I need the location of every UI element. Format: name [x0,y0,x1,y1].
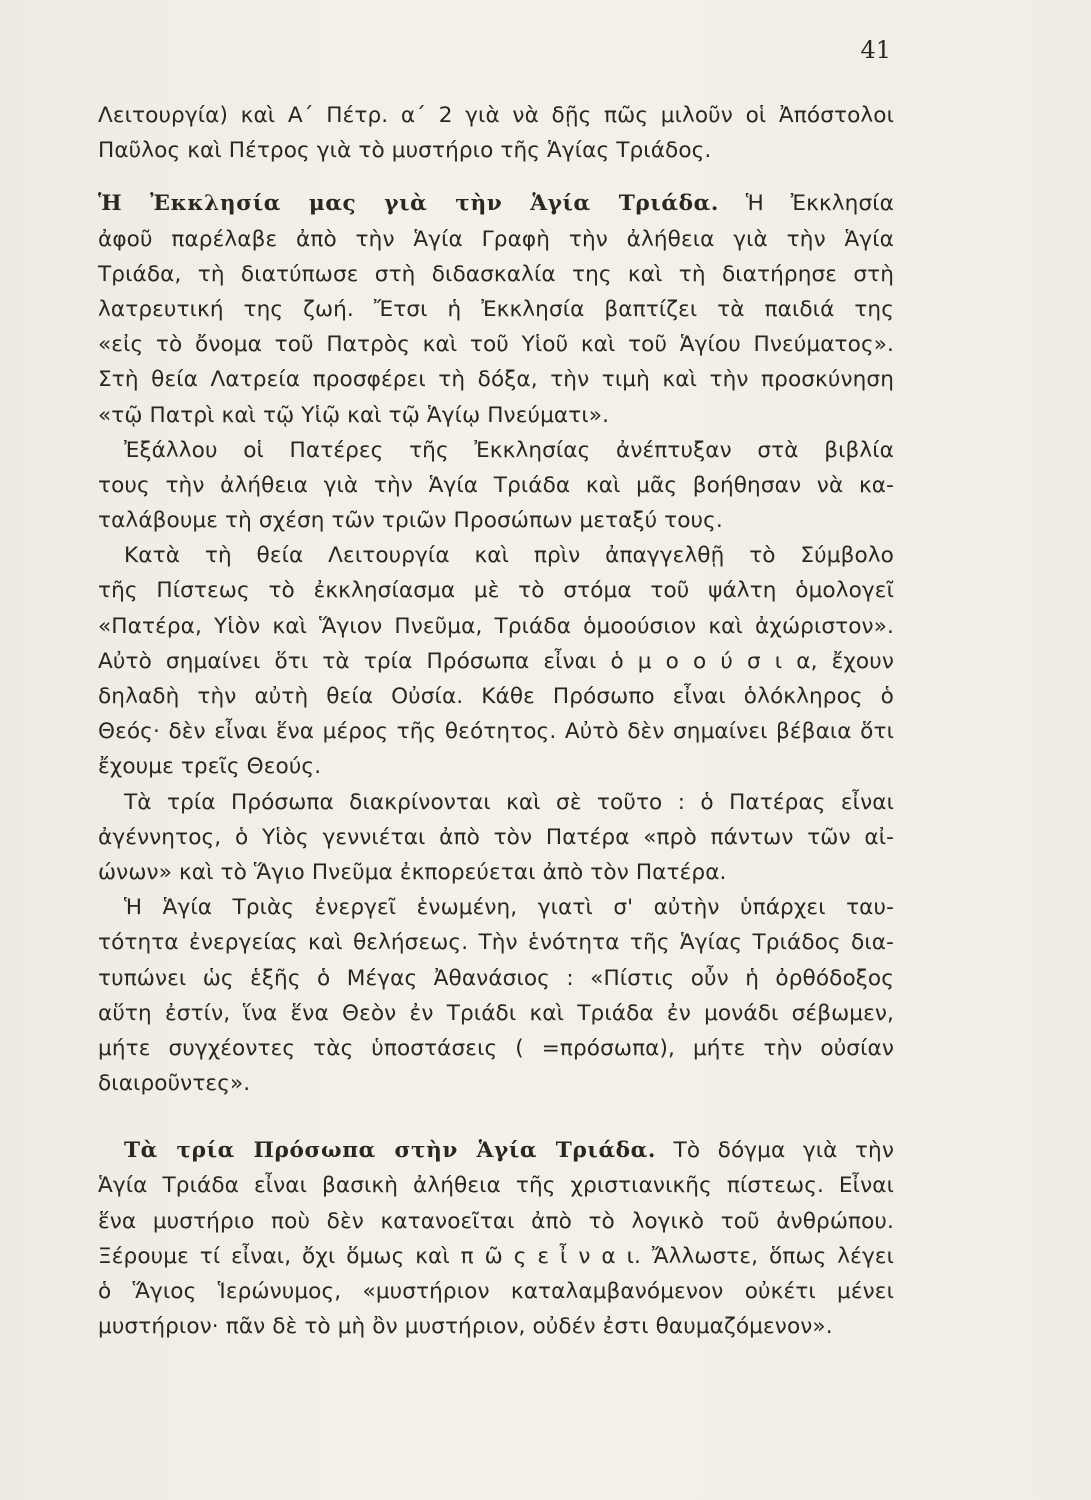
text-line: λατρευτική της ζωή. Ἔτσι ἡ Ἐκκλησία βαπτίζει τὰ παιδιά της [98,296,894,322]
text-line: τους τὴν ἀλήθεια γιὰ τὴν Ἁγία Τριάδα καὶ μᾶς βοήθησαν νὰ κα- [98,472,894,498]
text-line: Ξέρουμε τί εἶναι, ὄχι ὅμως καὶ π ῶ ς ε ἶ ν α ι. Ἄλλωστε, ὅπως λέγει [98,1243,894,1269]
text-line: αὕτη ἐστίν, ἵνα ἕνα Θεὸν ἐν Τριάδι καὶ Τριάδα ἐν μονάδι σέβωμεν, [98,1000,894,1026]
text-line: Παῦλος καὶ Πέτρος γιὰ τὸ μυστήριο τῆς Ἁγίας Τριάδος. [98,138,712,164]
text-line: Στὴ θεία Λατρεία προσφέρει τὴ δόξα, τὴν τιμὴ καὶ τὴν προσκύνηση [98,367,894,393]
section-heading-line [98,186,894,221]
text-line: Κατὰ τὴ θεία Λειτουργία καὶ πρὶν ἀπαγγελθῇ τὸ Σύμβολο [124,543,894,569]
paragraph-liturgy [98,538,894,784]
text-line: «εἰς τὸ ὄνομα τοῦ Πατρὸς καὶ τοῦ Υἱοῦ καὶ τοῦ Ἁγίου Πνεύματος». [98,332,894,358]
text-line: τυπώνει ὡς ἑξῆς ὁ Μέγας Ἀθανάσιος : «Πίστις οὖν ἡ ὀρθόδοξος [98,965,894,991]
section-three-persons [98,1133,894,1344]
text-line: Ἡ Ἁγία Τριὰς ἐνεργεῖ ἑνωμένη, γιατὶ σ' αὐτὴν ὑπάρχει ταυ- [124,895,894,921]
body-text [98,98,894,1344]
text-line: ἀγέννητος, ὁ Υἱὸς γεννιέται ἀπὸ τὸν Πατέρα «πρὸ πάντων τῶν αἰ- [98,824,894,850]
page-number: 41 [860,36,891,64]
text-line: Λειτουργία) καὶ Α΄ Πέτρ. α΄ 2 γιὰ νὰ δῇς πῶς μιλοῦν οἱ Ἀπόστολοι [98,103,894,128]
text-line: διαιροῦντες». [98,1071,251,1097]
text-line: Θεός· δὲν εἶναι ἕνα μέρος τῆς θεότητος. Αὐτὸ δὲν σημαίνει βέβαια ὅτι [98,719,894,745]
paragraph-intro-continuation [98,98,894,168]
text-line: ταλάβουμε τὴ σχέση τῶν τριῶν Προσώπων μεταξύ τους. [98,508,723,534]
text-line: ἀφοῦ παρέλαβε ἀπὸ τὴν Ἁγία Γραφὴ τὴν ἀλήθεια γιὰ τὴν Ἁγία [98,226,894,252]
section-heading: Ἡ Ἐκκλησία μας γιὰ τὴν Ἁγία Τριάδα. [98,191,719,217]
text-line: Τὰ τρία Πρόσωπα διακρίνονται καὶ σὲ τοῦτο : ὁ Πατέρας εἶναι [124,789,894,815]
text-line: ὁ Ἅγιος Ἱερώνυμος, «μυστήριον καταλαμβανόμενον οὐκέτι μένει [98,1279,894,1304]
text-line: Ἁγία Τριάδα εἶναι βασικὴ ἀλήθεια τῆς χριστιανικῆς πίστεως. Εἶναι [98,1173,894,1199]
paragraph-unity [98,890,894,1101]
section-church-trinity [98,186,894,432]
text-line: Ἐξάλλου οἱ Πατέρες τῆς Ἐκκλησίας ἀνέπτυξαν στὰ βιβλία [124,437,894,463]
text-line: «Πατέρα, Υἱὸν καὶ Ἅγιον Πνεῦμα, Τριάδα ὁμοούσιον καὶ ἀχώριστον». [98,613,894,639]
text-line: «τῷ Πατρὶ καὶ τῷ Υἱῷ καὶ τῷ Ἁγίῳ Πνεύματι». [98,402,610,428]
section-heading-line [98,1133,894,1168]
text-line: Αὐτὸ σημαίνει ὅτι τὰ τρία Πρόσωπα εἶναι ὁ μ ο ο ύ σ ι α, ἔχουν [98,648,894,674]
text-line: ώνων» καὶ τὸ Ἅγιο Πνεῦμα ἐκπορεύεται ἀπὸ τὸν Πατέρα. [98,859,727,885]
text-line: ἕνα μυστήριο ποὺ δὲν κατανοεῖται ἀπὸ τὸ λογικὸ τοῦ ἀνθρώπου. [98,1208,894,1234]
text-line: μυστήριον· πᾶν δὲ τὸ μὴ ὂν μυστήριον, οὐδέν ἐστι θαυμαζόμενον». [98,1314,833,1340]
text-fragment: Ἡ Ἐκκλησία [718,191,894,217]
text-line: τότητα ἐνεργείας καὶ θελήσεως. Τὴν ἑνότητα τῆς Ἁγίας Τριάδος δια- [98,930,894,956]
text-line: μήτε συγχέοντες τὰς ὑποστάσεις ( =πρόσωπα), μήτε τὴν οὐσίαν [98,1035,894,1061]
section-heading: Τὰ τρία Πρόσωπα στὴν Ἁγία Τριάδα. [124,1138,657,1164]
text-line: τῆς Πίστεως τὸ ἐκκλησίασμα μὲ τὸ στόμα τοῦ ψάλτη ὁμολογεῖ [98,578,894,604]
text-line: δηλαδὴ τὴν αὐτὴ θεία Οὐσία. Κάθε Πρόσωπο εἶναι ὁλόκληρος ὁ [98,684,894,709]
paragraph-distinction [98,785,894,891]
text-fragment: Τὸ δόγμα γιὰ τὴν [656,1138,894,1164]
paragraph-fathers [98,433,894,539]
text-line: Τριάδα, τὴ διατύπωσε στὴ διδασκαλία της καὶ τὴ διατήρησε στὴ [98,261,894,287]
text-line: ἔχουμε τρεῖς Θεούς. [98,754,322,780]
